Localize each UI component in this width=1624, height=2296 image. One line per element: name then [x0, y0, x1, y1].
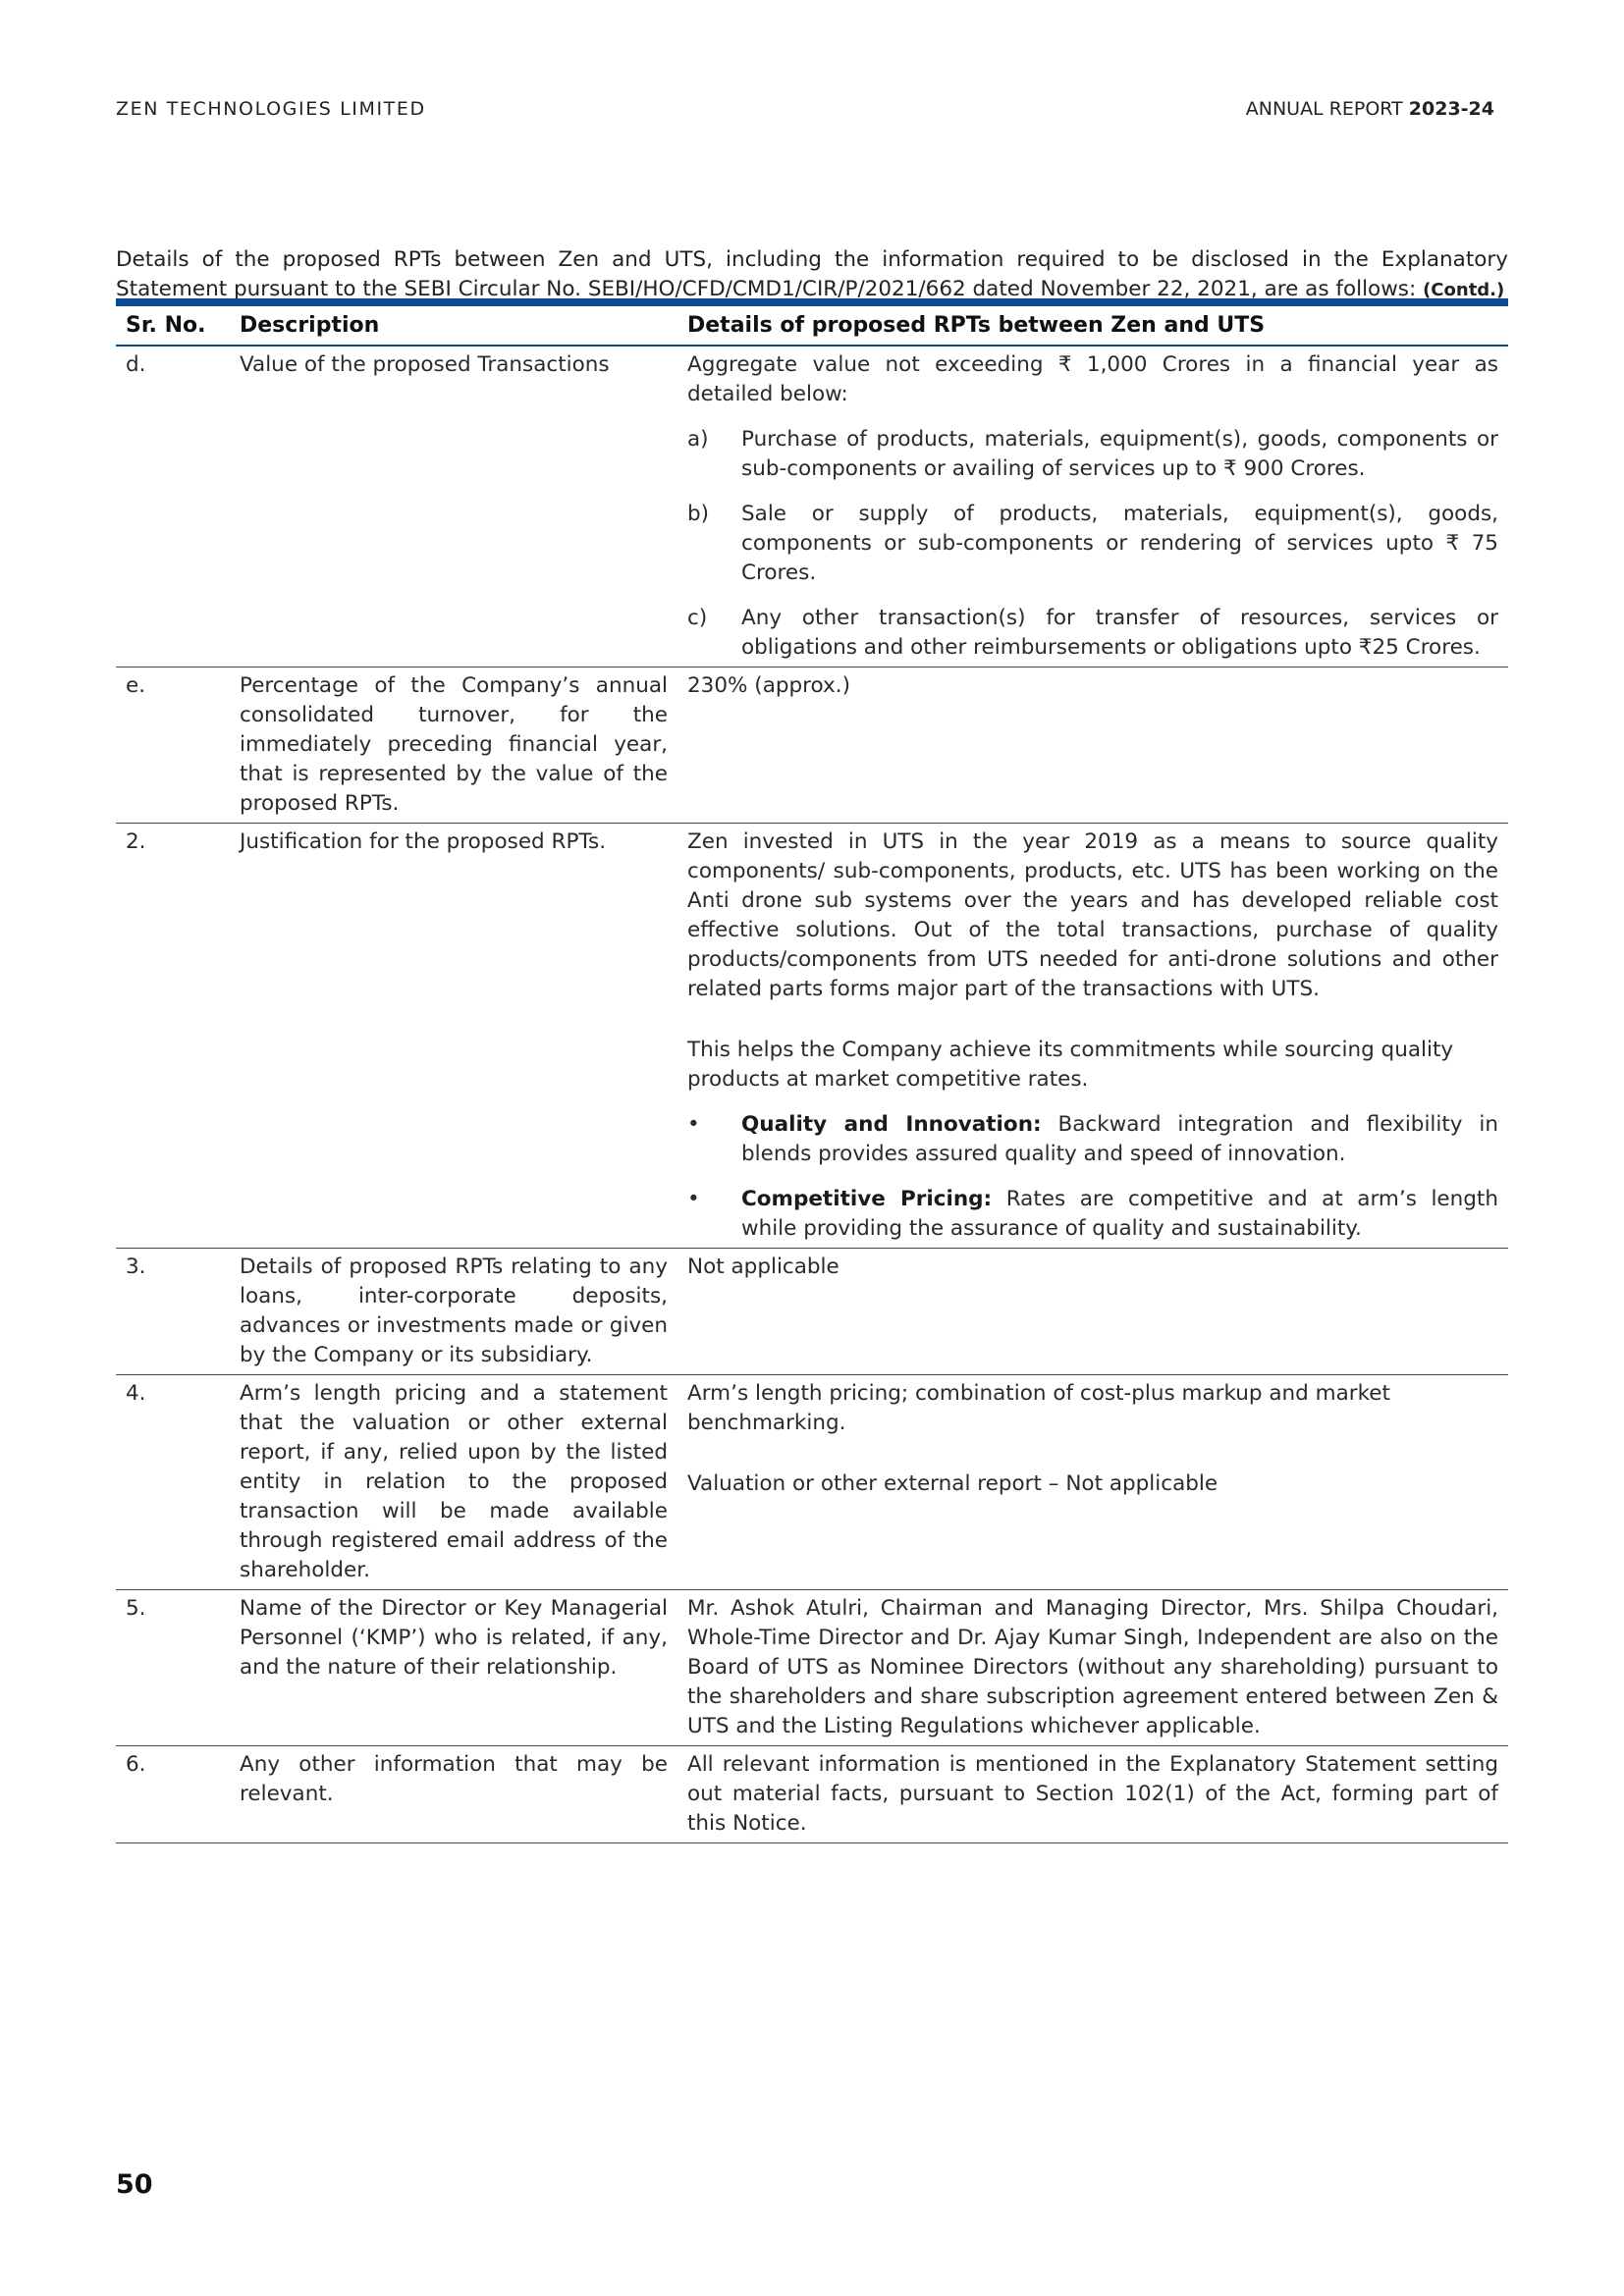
row-details: Mr. Ashok Atulri, Chairman and Managing Director, Mrs. Shilpa Choudari, Whole-Time Director and Dr. Ajay Kumar Singh, Independent are also on the Board of UTS as Nominee Directors (without any shareholding) pursuant to the shareholders and share subscription agreement entered between Zen & UTS and the Listing Regulations whichever applicable.: [687, 1596, 1498, 1738]
row-sr: 3.: [126, 1255, 146, 1279]
list-text: Any other transaction(s) for transfer of resources, services or obligations and other reimbursements or obligations upto ₹25 Crores.: [741, 606, 1498, 660]
row-details: [677, 346, 1508, 667]
bullet-marker: •: [687, 1112, 700, 1137]
intro-paragraph: [116, 245, 1508, 305]
header-sr-no: Sr. No.: [126, 313, 206, 338]
list-marker: a): [687, 427, 709, 452]
bullet-body: Rates are competitive and at arm’s length while providing the assurance of quality and sustainability.: [741, 1187, 1498, 1241]
list-text: Sale or supply of products, materials, equipment(s), goods, components or sub-components or rendering of services upto ₹ 75 Crores.: [741, 502, 1498, 585]
company-name: ZEN TECHNOLOGIES LIMITED: [116, 98, 426, 120]
row-sr: d.: [126, 352, 146, 377]
bullet-item: [687, 1110, 1498, 1169]
list-item: [687, 500, 1498, 588]
row-sr: e.: [126, 673, 146, 698]
table-row: [116, 346, 1508, 667]
rpt-details-table: [116, 298, 1508, 1843]
table-header-row: [116, 302, 1508, 346]
row-details: [677, 824, 1508, 1249]
detail-paragraph: Arm’s length pricing; combination of cost-plus markup and market benchmarking.: [687, 1381, 1390, 1435]
list-text: Purchase of products, materials, equipment(s), goods, components or sub-components or availing of services up to ₹ 900 Crores.: [741, 427, 1498, 481]
bullet-body: Backward integration and flexibility in blends provides assured quality and speed of innovation.: [741, 1112, 1498, 1166]
row-description: Details of proposed RPTs relating to any loans, inter-corporate deposits, advances or investments made or given by the Company or its subsidiary.: [240, 1255, 668, 1367]
report-year: 2023-24: [1408, 98, 1494, 120]
detail-paragraph: Zen invested in UTS in the year 2019 as a means to source quality components/ sub-components, products, etc. UTS has been working on the Anti drone sub systems over the years and has developed reliable cost effective solutions. Out of the total transactions, purchase of quality products/components from UTS needed for anti-drone solutions and other related parts forms major part of the transactions with UTS.: [687, 829, 1498, 1001]
contd-label: (Contd.): [1423, 279, 1505, 300]
detail-paragraph: This helps the Company achieve its commitments while sourcing quality products at market competitive rates.: [687, 1038, 1454, 1092]
intro-text: Details of the proposed RPTs between Zen and UTS, including the information required to be disclosed in the Explanatory Statement pursuant to the SEBI Circular No. SEBI/HO/CFD/CMD1/CIR/P/2021/662 dated November 22, 2021, are as follows:: [116, 246, 1508, 301]
row-description: Name of the Director or Key Managerial Personnel (‘KMP’) who is related, if any, and the nature of their relationship.: [240, 1596, 668, 1680]
bullet-label: Quality and Innovation:: [741, 1112, 1042, 1137]
table-row: [116, 1375, 1508, 1590]
table-row: [116, 667, 1508, 824]
row-sr: 2.: [126, 829, 146, 854]
list-item: [687, 425, 1498, 484]
header-description: Description: [240, 313, 380, 338]
bullet-label: Competitive Pricing:: [741, 1187, 993, 1211]
bullet-text: [741, 1110, 1498, 1169]
table-row: [116, 1590, 1508, 1746]
row-description: Justification for the proposed RPTs.: [240, 829, 607, 854]
row-sr: 4.: [126, 1381, 146, 1406]
report-title-prefix: ANNUAL REPORT: [1245, 98, 1409, 120]
row-description: Percentage of the Company’s annual consolidated turnover, for the immediately preceding financial year, that is represented by the value of the proposed RPTs.: [240, 673, 668, 816]
list-marker: b): [687, 502, 710, 526]
table-row: [116, 1746, 1508, 1843]
table-row: [116, 1249, 1508, 1375]
list-marker: c): [687, 606, 708, 630]
row-description: Value of the proposed Transactions: [240, 352, 610, 377]
row-details: All relevant information is mentioned in the Explanatory Statement setting out material facts, pursuant to Section 102(1) of the Act, forming part of this Notice.: [687, 1752, 1498, 1836]
bullet-item: [687, 1185, 1498, 1244]
detail-paragraph: Valuation or other external report – Not applicable: [687, 1471, 1218, 1496]
row-description: Any other information that may be relevant.: [240, 1752, 668, 1806]
row-details: 230% (approx.): [687, 673, 850, 698]
row-sr: 5.: [126, 1596, 146, 1621]
row-description: Arm’s length pricing and a statement that the valuation or other external report, if any, relied upon by the listed entity in relation to the proposed transaction will be made available through registered email address of the shareholder.: [240, 1381, 668, 1582]
row-sr: 6.: [126, 1752, 146, 1777]
page-number: 50: [116, 2169, 153, 2200]
bullet-marker: •: [687, 1187, 700, 1211]
table-row: [116, 824, 1508, 1249]
list-item: [687, 604, 1498, 663]
row-details: [677, 1375, 1508, 1590]
header-details: Details of proposed RPTs between Zen and UTS: [687, 313, 1266, 338]
row-details: Not applicable: [687, 1255, 839, 1279]
bullet-text: [741, 1185, 1498, 1244]
report-title: [1246, 98, 1494, 120]
detail-paragraph: Aggregate value not exceeding ₹ 1,000 Crores in a financial year as detailed below:: [687, 352, 1498, 406]
